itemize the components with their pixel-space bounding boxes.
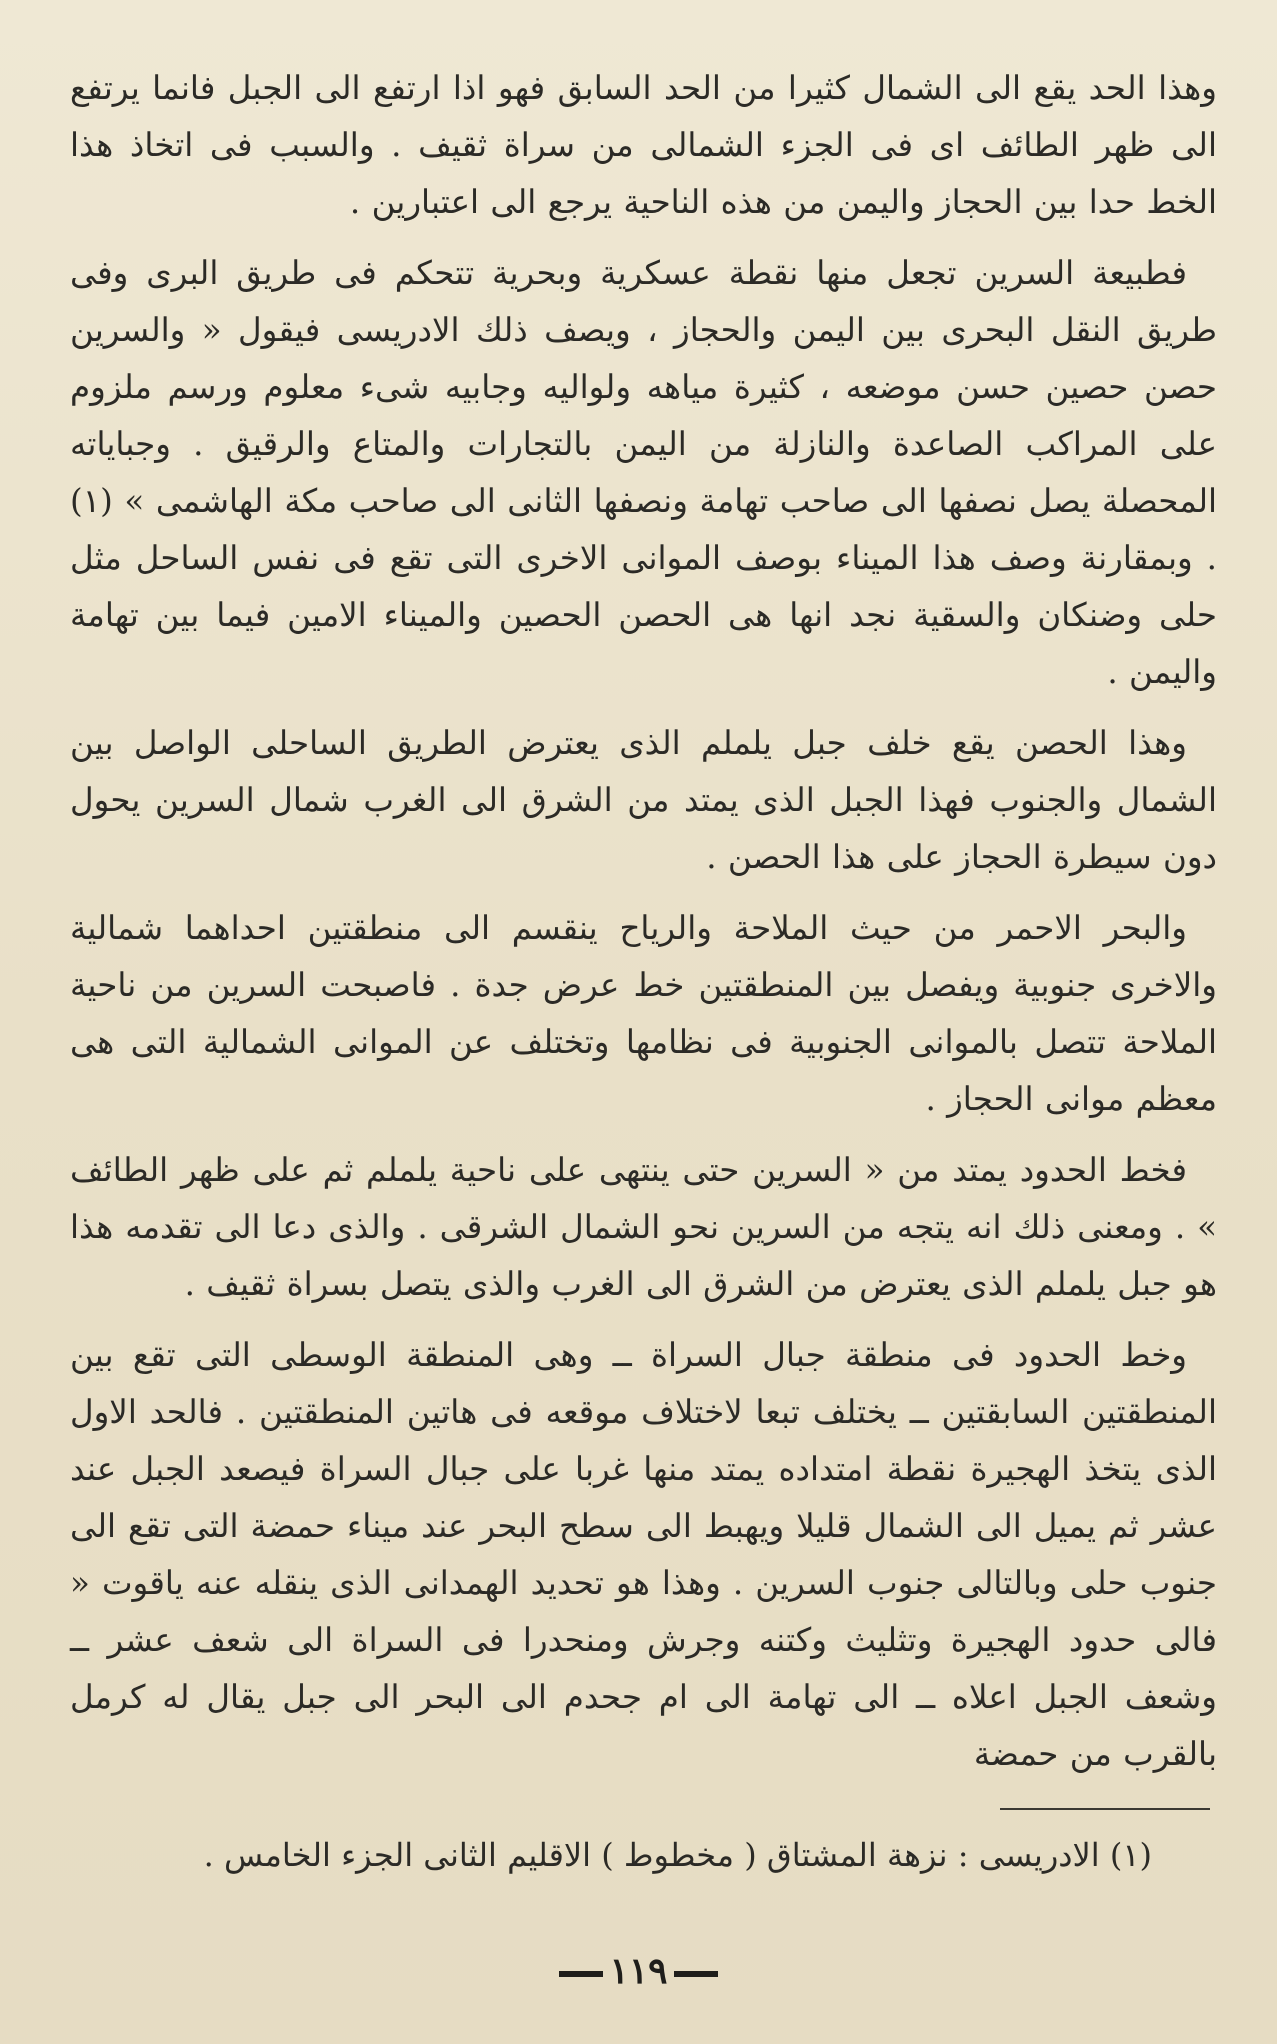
page-number [0,1950,1277,1992]
page-number-dash-right [674,1971,718,1977]
paragraph-2: فطبيعة السرين تجعل منها نقطة عسكرية وبحرية تتحكم فى طريق البرى وفى طريق النقل البحرى بين اليمن والحجاز ، ويصف ذلك الادريسى فيقول « والسرين حصن حصين حسن موضعه ، كثيرة مياهه ولواليه وجابيه شىء معلوم ورسم ملزوم على المراكب الصاعدة والنازلة من اليمن بالتجارات والمتاع والرقيق . وجباياته المحصلة يصل نصفها الى صاحب تهامة ونصفها الثانى الى صاحب مكة الهاشمى » (١) . وبمقارنة وصف هذا الميناء بوصف الموانى الاخرى التى تقع فى نفس الساحل مثل حلى وضنكان والسقية نجد انها هى الحصن الحصين والميناء الامين فيما بين تهامة واليمن . [70,254,1217,691]
page-number-text: ١١٩ [609,1950,668,1992]
paragraph-1: وهذا الحد يقع الى الشمال كثيرا من الحد السابق فهو اذا ارتفع الى الجبل فانما يرتفع الى ظهر الطائف اى فى الجزء الشمالى من سراة ثقيف . والسبب فى اتخاذ هذا الخط حدا بين الحجاز واليمن من هذه الناحية يرجع الى اعتبارين . [70,69,1217,221]
paragraph-5: فخط الحدود يمتد من « السرين حتى ينتهى على ناحية يلملم ثم على ظهر الطائف » . ومعنى ذلك انه يتجه من السرين نحو الشمال الشرقى . والذى دعا الى تقدمه هذا هو جبل يلملم الذى يعترض من الشرق الى الغرب والذى يتصل بسراة ثقيف . [70,1151,1217,1303]
footnote-separator [1000,1808,1210,1810]
footnote: (١) الادريسى : نزهة المشتاق ( مخطوط ) الاقليم الثانى الجزء الخامس . [203,1836,1152,1874]
page-number-dash-left [559,1971,603,1977]
paragraph-6: وخط الحدود فى منطقة جبال السراة ــ وهى المنطقة الوسطى التى تقع بين المنطقتين السابقتين ــ يختلف تبعا لاختلاف موقعه فى هاتين المنطقتين . فالحد الاول الذى يتخذ الهجيرة نقطة امتداده يمتد منها غربا على جبال السراة فيصعد الجبل عند عشر ثم يميل الى الشمال قليلا ويهبط الى سطح البحر عند ميناء حمضة التى تقع الى جنوب حلى وبالتالى جنوب السرين . وهذا هو تحديد الهمدانى الذى ينقله عنه ياقوت « فالى حدود الهجيرة وتثليث وكتنه وجرش ومنحدرا فى السراة الى شعف عشر ــ وشعف الجبل اعلاه ــ الى تهامة الى ام جحدم الى البحر الى جبل يقال له كرمل بالقرب من حمضة [70,1336,1217,1773]
paragraph-4: والبحر الاحمر من حيث الملاحة والرياح ينقسم الى منطقتين احداهما شمالية والاخرى جنوبية ويفصل بين المنطقتين خط عرض جدة . فاصبحت السرين من ناحية الملاحة تتصل بالموانى الجنوبية فى نظامها وتختلف عن الموانى الشمالية التى هى معظم موانى الحجاز . [70,909,1217,1118]
paragraph-3: وهذا الحصن يقع خلف جبل يلملم الذى يعترض الطريق الساحلى الواصل بين الشمال والجنوب فهذا الجبل الذى يمتد من الشرق الى الغرب شمال السرين يحول دون سيطرة الحجاز على هذا الحصن . [70,724,1217,876]
main-text [70,60,1217,1797]
